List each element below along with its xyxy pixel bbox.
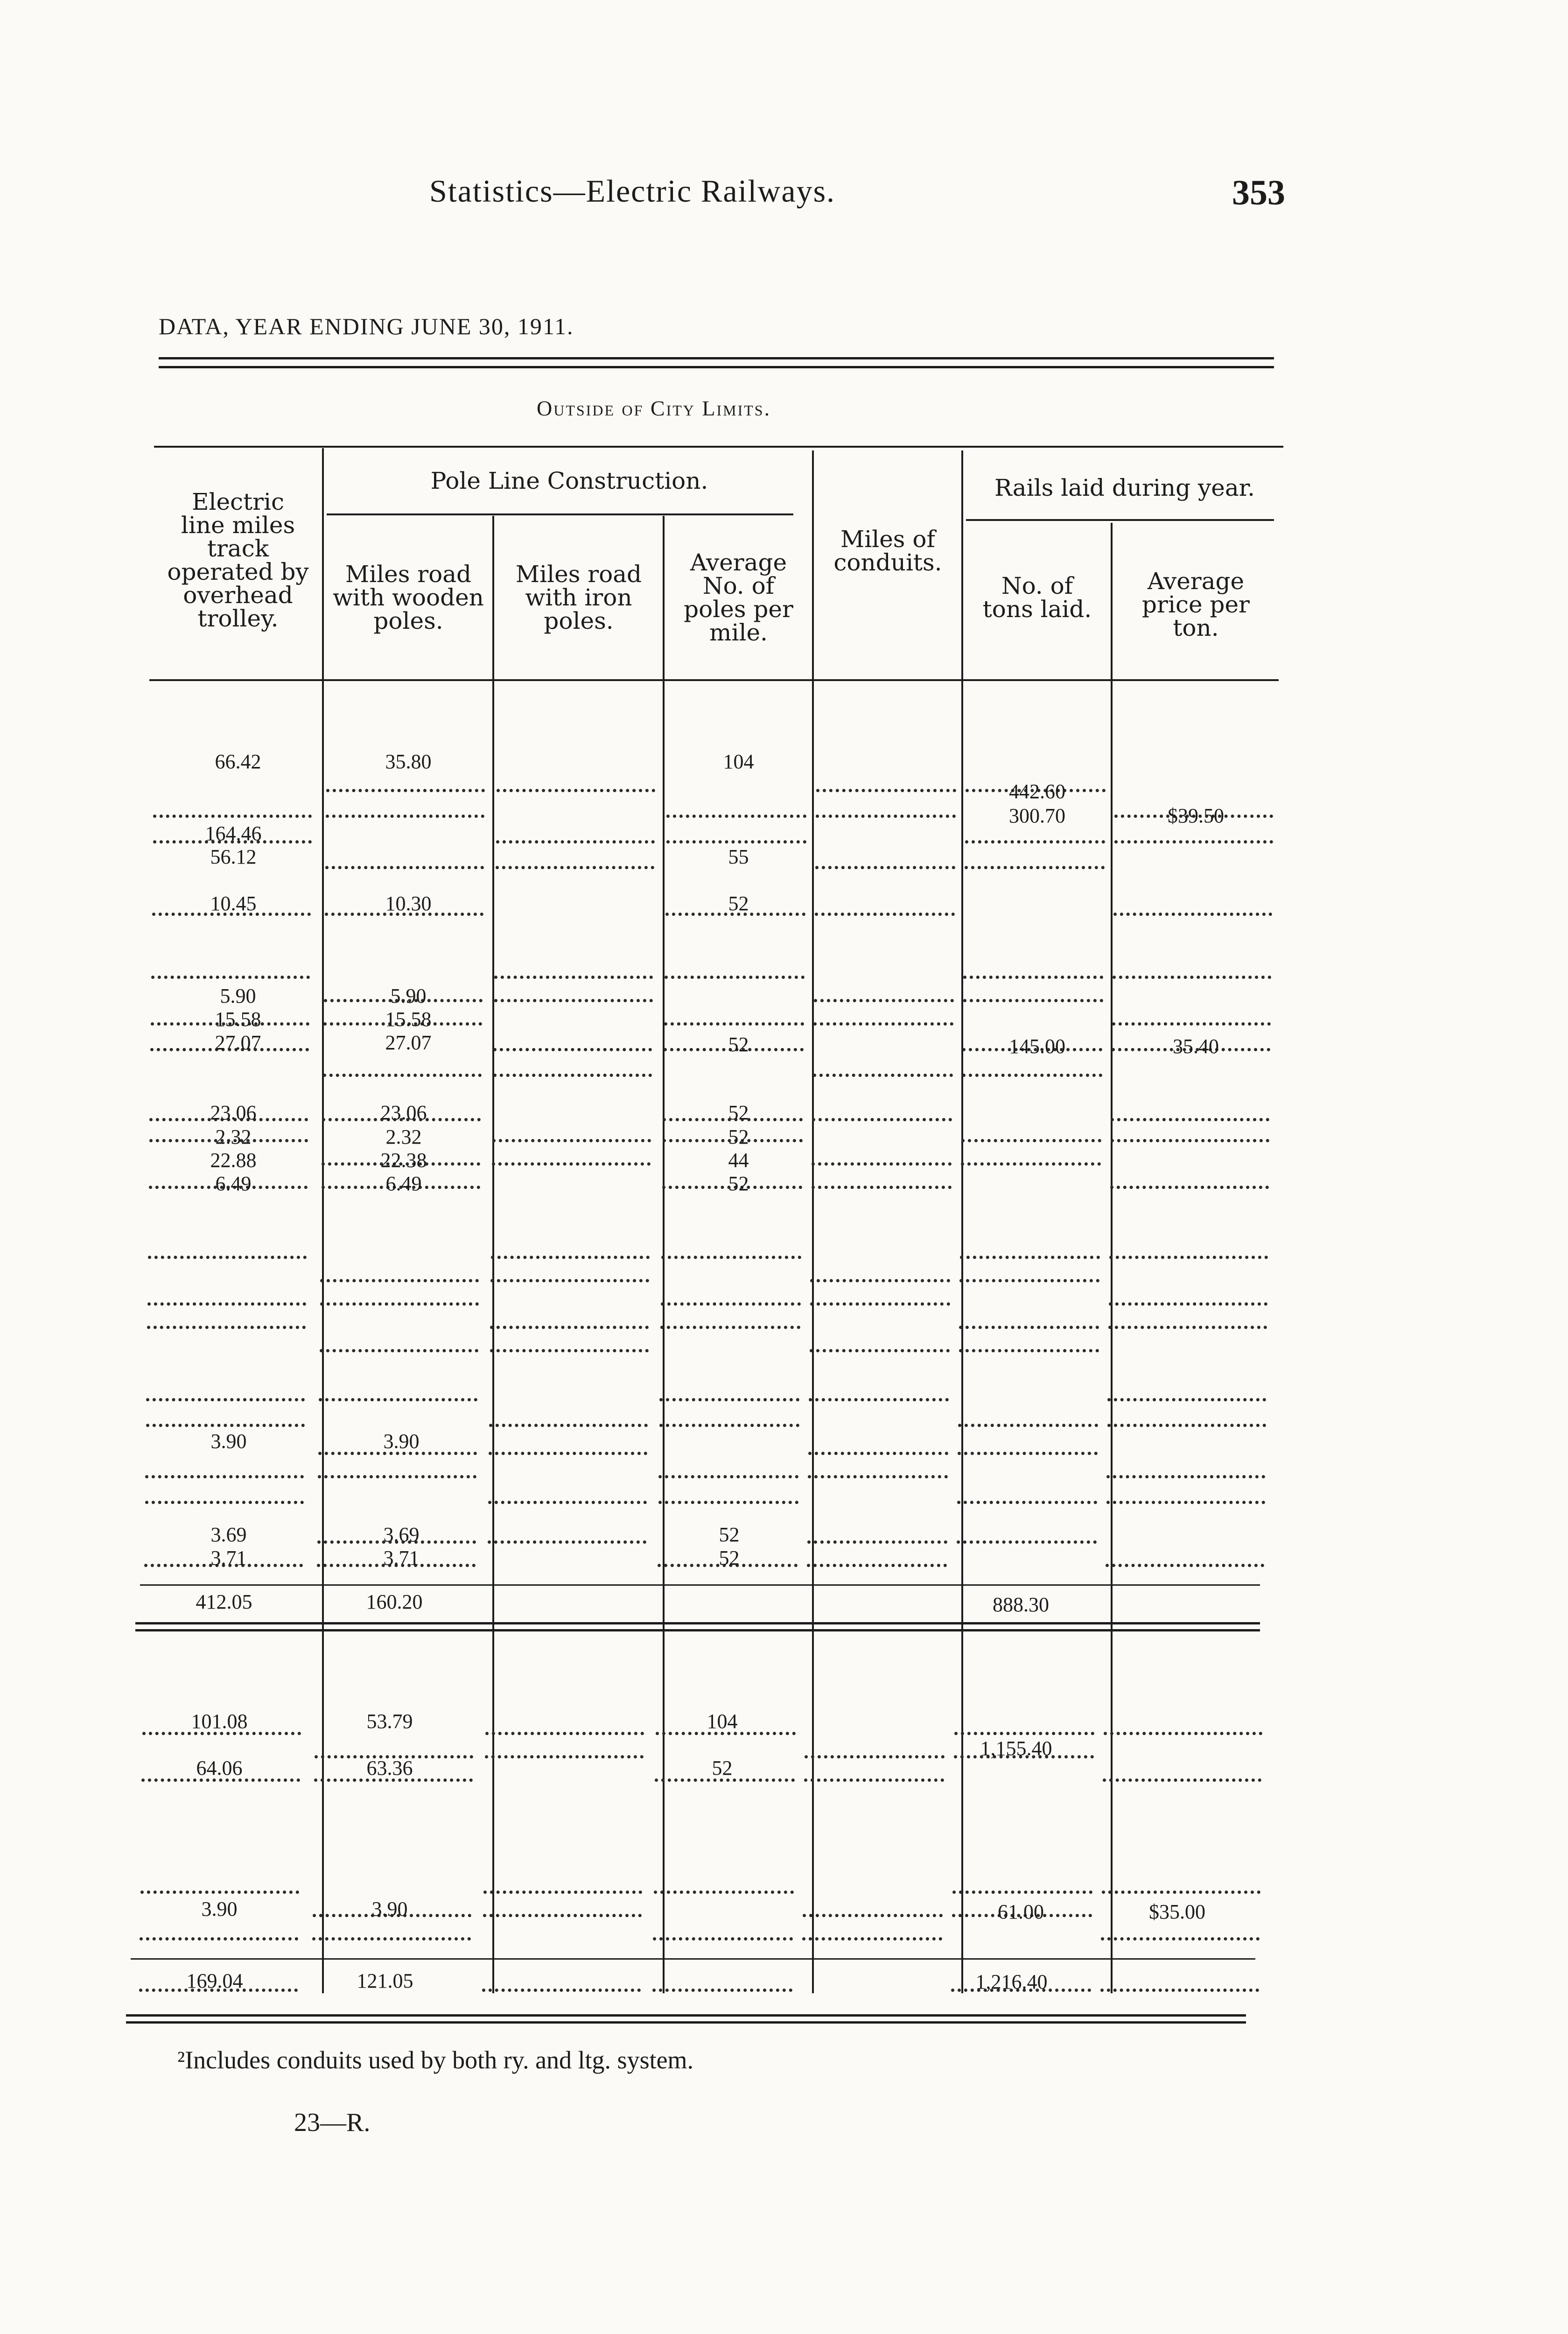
dot-leader — [1101, 1937, 1260, 1940]
dot-leader — [666, 815, 806, 818]
cell-avg-poles: 52 — [728, 892, 749, 915]
dot-leader — [153, 815, 312, 818]
dot-leader — [802, 1937, 942, 1940]
dot-leader — [1110, 1186, 1269, 1189]
cell-wooden: 3.90 — [371, 1898, 408, 1920]
dot-leader — [961, 1139, 1101, 1142]
cell-electric: 3.90 — [210, 1430, 247, 1453]
dot-leader — [1111, 1139, 1269, 1142]
cell-electric: 22.88 — [210, 1149, 257, 1172]
cell-total-electric: 169.04 — [186, 1969, 243, 1992]
dot-leader — [146, 1424, 305, 1427]
dot-leader — [148, 1256, 307, 1259]
dot-leader — [492, 1139, 651, 1142]
dot-leader — [1113, 976, 1271, 979]
cell-wooden: 3.71 — [383, 1547, 420, 1569]
header-text: track — [207, 535, 269, 562]
header-text: operated by — [167, 558, 309, 585]
header-text: conduits. — [833, 549, 942, 576]
dot-leader — [962, 1074, 1102, 1077]
cell-avg-poles: 52 — [719, 1523, 740, 1546]
header-text: trolley. — [197, 605, 279, 632]
dot-leader — [1112, 1022, 1271, 1026]
dot-leader — [490, 1279, 649, 1282]
cell-avg-poles: 44 — [728, 1149, 749, 1172]
cell-electric: 3.69 — [210, 1523, 247, 1546]
dot-leader — [483, 1914, 642, 1917]
cell-electric: 5.90 — [220, 984, 256, 1007]
dot-leader — [810, 1302, 950, 1306]
subtotal-rule — [131, 1958, 1255, 1960]
dot-leader — [961, 1162, 1101, 1166]
dot-leader — [496, 866, 654, 869]
dot-leader — [1106, 1501, 1265, 1504]
cell-tons: 145.00 — [1009, 1035, 1065, 1058]
footnote: ²Includes conduits used by both ry. and ltg. system. — [177, 2046, 694, 2074]
dot-leader — [1100, 1989, 1259, 1992]
header-text: with iron — [525, 584, 632, 611]
header-text: line miles — [181, 512, 295, 539]
cell-electric: 56.12 — [210, 845, 257, 868]
dot-leader — [491, 1256, 650, 1259]
cell-electric: 3.90 — [201, 1898, 238, 1920]
dot-leader — [664, 1022, 804, 1026]
cell-wooden: 23.06 — [380, 1101, 427, 1124]
dot-leader — [492, 1162, 651, 1166]
section-rule — [154, 446, 1283, 448]
dot-leader — [812, 1118, 952, 1121]
rails-group-rule — [966, 519, 1274, 521]
cell-electric: 164.46 — [205, 822, 262, 845]
dot-leader — [493, 1048, 652, 1051]
dot-leader — [959, 1279, 1099, 1282]
top-double-rule — [159, 357, 1274, 368]
data-year-heading: DATA, YEAR ENDING JUNE 30, 1911. — [159, 313, 574, 339]
col-rule-5 — [961, 450, 963, 1993]
header-text: No. of — [1001, 572, 1073, 599]
cell-electric: 6.49 — [215, 1172, 252, 1195]
dot-leader — [957, 1540, 1097, 1544]
dot-leader — [957, 1501, 1097, 1504]
dot-leader — [140, 1937, 298, 1940]
dot-leader — [489, 1452, 647, 1455]
dot-leader — [804, 1779, 944, 1782]
dot-leader — [807, 1540, 947, 1544]
cell-electric: 23.06 — [210, 1101, 257, 1124]
dot-leader — [151, 976, 310, 979]
header-average-price-per-ton — [1113, 569, 1279, 640]
total-double-rule — [135, 1622, 1260, 1631]
dot-leader — [958, 1424, 1098, 1427]
dot-leader — [490, 1326, 649, 1329]
col-rule-2 — [492, 516, 494, 1993]
pole-group-rule — [327, 513, 793, 515]
header-text: mile. — [709, 619, 768, 646]
header-text: poles per — [684, 596, 793, 623]
cell-wooden: 3.90 — [383, 1430, 420, 1453]
cell-total-wooden: 121.05 — [357, 1969, 413, 1992]
cell-wooden: 27.07 — [385, 1031, 432, 1054]
cell-electric: 2.32 — [215, 1125, 252, 1148]
header-electric-line-miles — [154, 490, 322, 630]
cell-electric: 27.07 — [215, 1031, 261, 1054]
cell-avg-poles: 52 — [728, 1033, 749, 1056]
dot-leader — [652, 1989, 792, 1992]
dot-leader — [1113, 913, 1272, 916]
dot-leader — [814, 999, 954, 1002]
cell-price: $35.00 — [1149, 1900, 1205, 1923]
cell-total-tons: 1,216.40 — [975, 1970, 1048, 1993]
dot-leader — [1106, 1475, 1265, 1478]
dot-leader — [812, 1186, 952, 1189]
header-text: Average — [1147, 568, 1245, 595]
dot-leader — [815, 913, 955, 916]
dot-leader — [659, 1424, 799, 1427]
dot-leader — [661, 1256, 801, 1259]
cell-wooden: 2.32 — [385, 1125, 422, 1148]
cell-avg-poles: 104 — [723, 750, 754, 773]
cell-electric: 66.42 — [215, 750, 261, 773]
header-tons-laid — [964, 574, 1111, 621]
header-miles-of-conduits — [814, 527, 961, 574]
cell-electric: 15.58 — [215, 1008, 261, 1031]
dot-leader — [320, 1349, 478, 1352]
page-number: 353 — [1232, 173, 1285, 212]
dot-leader — [147, 1326, 306, 1329]
dot-leader — [1109, 1256, 1268, 1259]
dot-leader — [952, 1891, 1092, 1894]
dot-leader — [145, 1475, 304, 1478]
header-text: with wooden — [333, 584, 484, 611]
cell-wooden: 5.90 — [390, 984, 427, 1007]
dot-leader — [816, 815, 956, 818]
dot-leader — [140, 1891, 299, 1894]
dot-leader — [494, 999, 653, 1002]
cell-total-wooden: 160.20 — [366, 1590, 423, 1613]
cell-wooden: 22.38 — [380, 1149, 427, 1172]
dot-leader — [147, 1302, 306, 1306]
header-text: Electric — [191, 488, 285, 515]
dot-leader — [816, 789, 956, 792]
cell-avg-poles: 52 — [728, 1101, 749, 1124]
dot-leader — [146, 1398, 305, 1401]
dot-leader — [1104, 1732, 1262, 1735]
dot-leader — [497, 789, 655, 792]
cell-tons: 300.70 — [1009, 804, 1065, 827]
cell-electric: 64.06 — [196, 1757, 243, 1779]
cell-wooden: 35.80 — [385, 750, 432, 773]
cell-price: 35.40 — [1173, 1035, 1219, 1058]
dot-leader — [810, 1279, 950, 1282]
subtotal-rule — [140, 1584, 1260, 1586]
cell-total-tons: 888.30 — [993, 1593, 1049, 1616]
header-average-poles-per-mile — [665, 551, 812, 644]
dot-leader — [808, 1452, 948, 1455]
cell-price: $39.50 — [1168, 804, 1224, 827]
section-title: Outside of City Limits. — [537, 396, 771, 420]
header-text: Average — [690, 549, 787, 576]
dot-leader — [815, 866, 955, 869]
dot-leader — [1102, 1891, 1260, 1894]
dot-leader — [1107, 1424, 1266, 1427]
dot-leader — [1107, 1398, 1266, 1401]
cell-wooden: 63.36 — [366, 1757, 413, 1779]
dot-leader — [653, 1937, 793, 1940]
dot-leader — [965, 866, 1105, 869]
dot-leader — [1114, 840, 1273, 844]
dot-leader — [963, 999, 1103, 1002]
dot-leader — [959, 1349, 1099, 1352]
cell-avg-poles: 55 — [728, 845, 749, 868]
header-text: poles. — [373, 607, 443, 634]
dot-leader — [493, 1074, 652, 1077]
running-title: Statistics—Electric Railways. — [429, 173, 836, 209]
dot-leader — [810, 1349, 950, 1352]
cell-avg-poles: 104 — [707, 1710, 738, 1733]
dot-leader — [496, 840, 655, 844]
dot-leader — [959, 1326, 1099, 1329]
dot-leader — [320, 1302, 479, 1306]
dot-leader — [485, 1732, 644, 1735]
dot-leader — [660, 1326, 800, 1329]
dot-leader — [312, 1937, 471, 1940]
dot-leader — [813, 1074, 953, 1077]
dot-leader — [803, 1914, 943, 1917]
dot-leader — [490, 1349, 649, 1352]
dot-leader — [326, 789, 485, 792]
dot-leader — [958, 1452, 1098, 1455]
header-text: Miles road — [515, 561, 642, 588]
cell-wooden: 15.58 — [385, 1008, 432, 1031]
dot-leader — [661, 1302, 801, 1306]
dot-leader — [318, 1475, 476, 1478]
dot-leader — [1103, 1779, 1261, 1782]
dot-leader — [658, 1501, 798, 1504]
header-bottom-rule — [149, 679, 1279, 681]
dot-leader — [654, 1891, 794, 1894]
cell-electric: 10.45 — [210, 892, 257, 915]
cell-wooden: 10.30 — [385, 892, 432, 915]
header-rails-laid: Rails laid during year. — [994, 474, 1255, 501]
dot-leader — [666, 840, 806, 844]
dot-leader — [805, 1755, 945, 1758]
dot-leader — [145, 1501, 304, 1504]
dot-leader — [808, 1475, 948, 1478]
dot-leader — [320, 1279, 479, 1282]
header-text: price per — [1142, 591, 1250, 618]
dot-leader — [485, 1755, 644, 1758]
header-text: No. of — [702, 572, 775, 599]
cell-wooden: 53.79 — [366, 1710, 413, 1733]
header-miles-iron-poles — [495, 562, 663, 633]
header-text: overhead — [183, 582, 293, 609]
dot-leader — [665, 976, 805, 979]
dot-leader — [488, 1501, 647, 1504]
cell-tons: 1,155.40 — [980, 1737, 1052, 1760]
dot-leader — [319, 1398, 477, 1401]
cell-tons: 442.60 — [1009, 780, 1065, 803]
dot-leader — [489, 1424, 648, 1427]
dot-leader — [482, 1989, 641, 1992]
dot-leader — [807, 1564, 947, 1567]
dot-leader — [809, 1398, 949, 1401]
dot-leader — [1108, 1326, 1267, 1329]
header-pole-line-construction: Pole Line Construction. — [430, 467, 708, 494]
dot-leader — [658, 1475, 798, 1478]
dot-leader — [812, 1162, 952, 1166]
col-rule-4 — [812, 450, 814, 1993]
dot-leader — [1109, 1302, 1267, 1306]
bottom-double-rule — [126, 2014, 1246, 2024]
header-text: Miles of — [840, 526, 935, 553]
dot-leader — [963, 976, 1103, 979]
header-text: poles. — [544, 607, 614, 634]
cell-electric: 3.71 — [210, 1547, 247, 1569]
dot-leader — [1111, 1118, 1269, 1121]
dot-leader — [960, 1256, 1100, 1259]
cell-total-electric: 412.05 — [196, 1590, 252, 1613]
cell-electric: 101.08 — [191, 1710, 248, 1733]
header-text: Miles road — [345, 561, 472, 588]
dot-leader — [1106, 1564, 1264, 1567]
dot-leader — [483, 1891, 642, 1894]
dot-leader — [494, 976, 653, 979]
dot-leader — [965, 840, 1105, 844]
cell-avg-poles: 52 — [719, 1547, 740, 1569]
cell-tons: 61.00 — [998, 1900, 1044, 1923]
cell-avg-poles: 52 — [728, 1125, 749, 1148]
header-text: ton. — [1173, 614, 1219, 641]
header-text: tons laid. — [982, 596, 1092, 623]
cell-wooden: 6.49 — [385, 1172, 422, 1195]
dot-leader — [954, 1732, 1094, 1735]
header-miles-wooden-poles — [324, 562, 492, 633]
dot-leader — [488, 1540, 646, 1544]
signature-mark: 23—R. — [294, 2108, 371, 2137]
dot-leader — [323, 1074, 482, 1077]
dot-leader — [813, 1022, 953, 1026]
cell-avg-poles: 52 — [712, 1757, 733, 1779]
dot-leader — [326, 815, 484, 818]
dot-leader — [659, 1398, 799, 1401]
dot-leader — [325, 866, 484, 869]
cell-wooden: 3.69 — [383, 1523, 420, 1546]
cell-avg-poles: 52 — [728, 1172, 749, 1195]
